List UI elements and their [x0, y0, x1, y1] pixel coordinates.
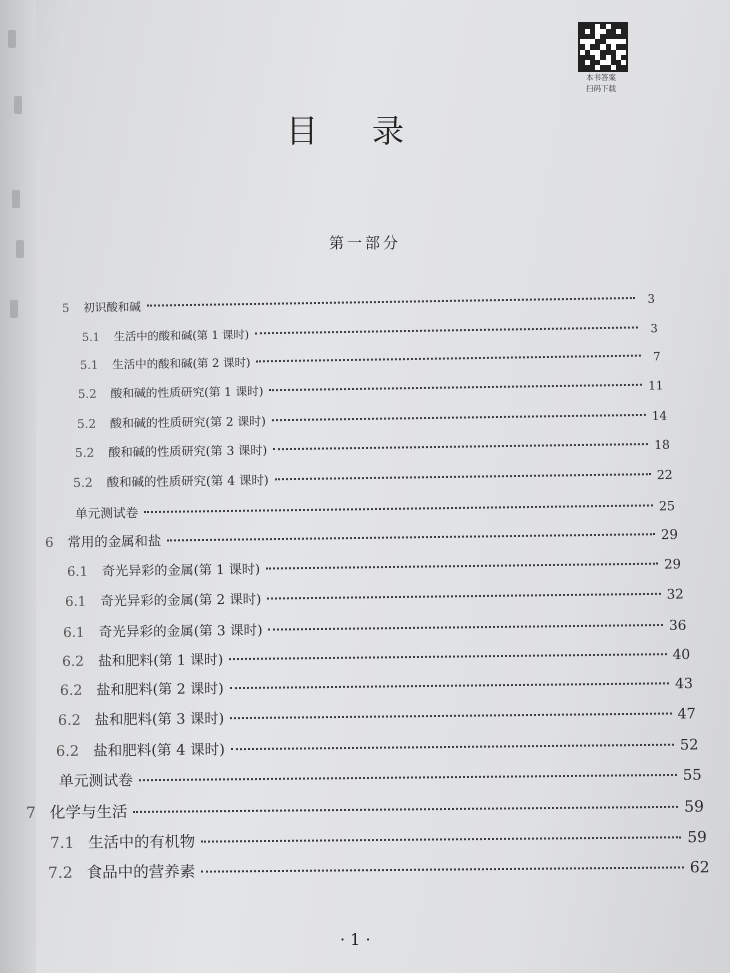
book-gutter: [0, 0, 36, 973]
toc-label: 酸和碱的性质研究(第 4 课时): [106, 472, 269, 490]
toc-label: 盐和肥料(第 1 课时): [97, 652, 223, 670]
toc-chapter[interactable]: [62, 291, 655, 316]
toc-entry[interactable]: [60, 673, 693, 700]
toc-page-number: 29: [664, 557, 682, 574]
toc-number: 6.1: [63, 624, 86, 641]
toc-page-number: 36: [669, 617, 687, 634]
toc-number: 6: [45, 535, 54, 551]
toc-leader: [139, 774, 677, 781]
toc-entry[interactable]: [78, 378, 663, 403]
toc-label: 生活中的有机物: [88, 832, 196, 852]
toc-entry[interactable]: [82, 320, 658, 345]
qr-code-icon[interactable]: [578, 22, 628, 72]
toc-test[interactable]: [75, 495, 675, 522]
toc-leader: [229, 683, 668, 690]
gutter-mark: [14, 96, 22, 114]
toc-page-number: 62: [690, 858, 711, 877]
toc-number: 6.2: [61, 654, 84, 671]
toc-page-number: 59: [684, 797, 705, 816]
toc-number: 6.1: [67, 565, 89, 581]
toc-entry[interactable]: [61, 643, 689, 670]
toc-leader: [230, 713, 671, 720]
qr-caption-line-1: 本书答案: [586, 73, 616, 82]
toc-number: 5.2: [78, 386, 98, 402]
toc-number: 6.2: [59, 682, 83, 700]
page-title: 目录: [286, 112, 459, 150]
gutter-mark: [8, 30, 16, 48]
toc-page-number: 7: [653, 349, 661, 364]
toc-page-number: 14: [651, 408, 667, 424]
toc-number: 6.2: [55, 742, 80, 761]
toc-page-number: 32: [666, 587, 684, 603]
toc-entry[interactable]: [56, 734, 699, 762]
toc-number: 7.2: [48, 864, 74, 883]
toc-label: 盐和肥料(第 3 课时): [94, 711, 225, 729]
toc-entry[interactable]: [80, 349, 661, 374]
toc-label: 食品中的营养素: [86, 863, 196, 883]
toc-label: 生活中的酸和碱(第 2 课时): [112, 355, 251, 372]
qr-caption-line-2: 扫码下载: [586, 84, 616, 93]
toc-label: 初识酸和碱: [83, 299, 141, 315]
toc-leader: [231, 744, 674, 751]
toc-label: 奇光异彩的金属(第 2 课时): [100, 592, 262, 610]
toc-page-number: 25: [659, 497, 676, 513]
toc-number: 5.2: [76, 416, 96, 432]
toc-page-number: 29: [661, 527, 679, 544]
toc-entry[interactable]: [58, 703, 696, 730]
toc-leader: [134, 805, 679, 812]
toc-label: 酸和碱的性质研究(第 2 课时): [109, 414, 266, 431]
toc-page-number: 59: [687, 827, 708, 847]
toc-leader: [270, 384, 643, 391]
toc-label: 盐和肥料(第 4 课时): [92, 741, 225, 760]
toc-number: 6.1: [65, 594, 87, 610]
toc-entry[interactable]: [73, 465, 673, 491]
toc-entry[interactable]: [75, 436, 670, 461]
toc-number: 7: [26, 803, 37, 822]
toc-leader: [144, 504, 653, 513]
toc-number: 5: [61, 300, 70, 315]
toc-leader: [273, 443, 648, 450]
gutter-mark: [10, 300, 18, 318]
toc-leader: [255, 326, 638, 334]
toc-entry[interactable]: [63, 613, 687, 640]
toc-page-number: 40: [672, 647, 690, 664]
toc-page-number: 18: [653, 437, 670, 453]
toc-leader: [266, 563, 658, 570]
toc-leader: [201, 836, 681, 842]
toc-leader: [202, 867, 685, 873]
toc-entry[interactable]: [67, 554, 681, 581]
gutter-mark: [12, 190, 20, 208]
part-heading: 第一部分: [328, 234, 401, 252]
toc-page-number: 3: [647, 291, 656, 306]
toc-label: 常用的金属和盐: [67, 534, 162, 551]
toc-page-number: 22: [656, 467, 673, 483]
toc-number: 7.1: [50, 833, 75, 852]
toc-label: 化学与生活: [50, 802, 128, 822]
toc-number: 5.1: [80, 358, 99, 373]
toc-leader: [271, 414, 645, 421]
toc-leader: [167, 533, 655, 541]
toc-page-number: 55: [682, 767, 702, 785]
toc-entry[interactable]: [76, 407, 666, 432]
toc-label: 奇光异彩的金属(第 3 课时): [98, 622, 263, 641]
page-number: · 1 ·: [340, 930, 371, 949]
toc-entry[interactable]: [65, 584, 684, 610]
toc-leader: [274, 474, 650, 481]
toc-leader: [257, 355, 641, 363]
toc-label: 单元测试卷: [75, 504, 139, 521]
toc-entry[interactable]: [50, 825, 707, 853]
toc-leader: [269, 624, 664, 631]
toc-page-number: 11: [648, 378, 664, 393]
toc-label: 酸和碱的性质研究(第 3 课时): [107, 443, 267, 460]
toc-number: 5.2: [72, 475, 93, 491]
toc-entry[interactable]: [48, 856, 710, 884]
toc-number: 6.2: [57, 712, 81, 730]
toc-label: 奇光异彩的金属(第 1 课时): [101, 563, 261, 581]
toc-leader: [267, 593, 660, 600]
toc-test[interactable]: [59, 764, 702, 791]
toc-page-number: 52: [679, 736, 699, 754]
toc-number: 5.1: [82, 330, 101, 344]
toc-label: 酸和碱的性质研究(第 1 课时): [110, 384, 264, 401]
toc-label: 盐和肥料(第 2 课时): [95, 681, 224, 699]
toc-label: 生活中的酸和碱(第 1 课时): [113, 328, 250, 344]
qr-caption: [566, 72, 636, 94]
toc-chapter[interactable]: [26, 794, 704, 822]
toc-chapter[interactable]: [45, 524, 678, 551]
toc-page-number: 47: [677, 706, 696, 723]
toc-leader: [229, 654, 666, 661]
toc-page-number: 43: [674, 676, 693, 693]
toc-leader: [147, 297, 635, 307]
toc-page-number: 3: [650, 321, 658, 335]
toc-number: 5.2: [74, 445, 95, 461]
toc-label: 单元测试卷: [58, 772, 133, 791]
